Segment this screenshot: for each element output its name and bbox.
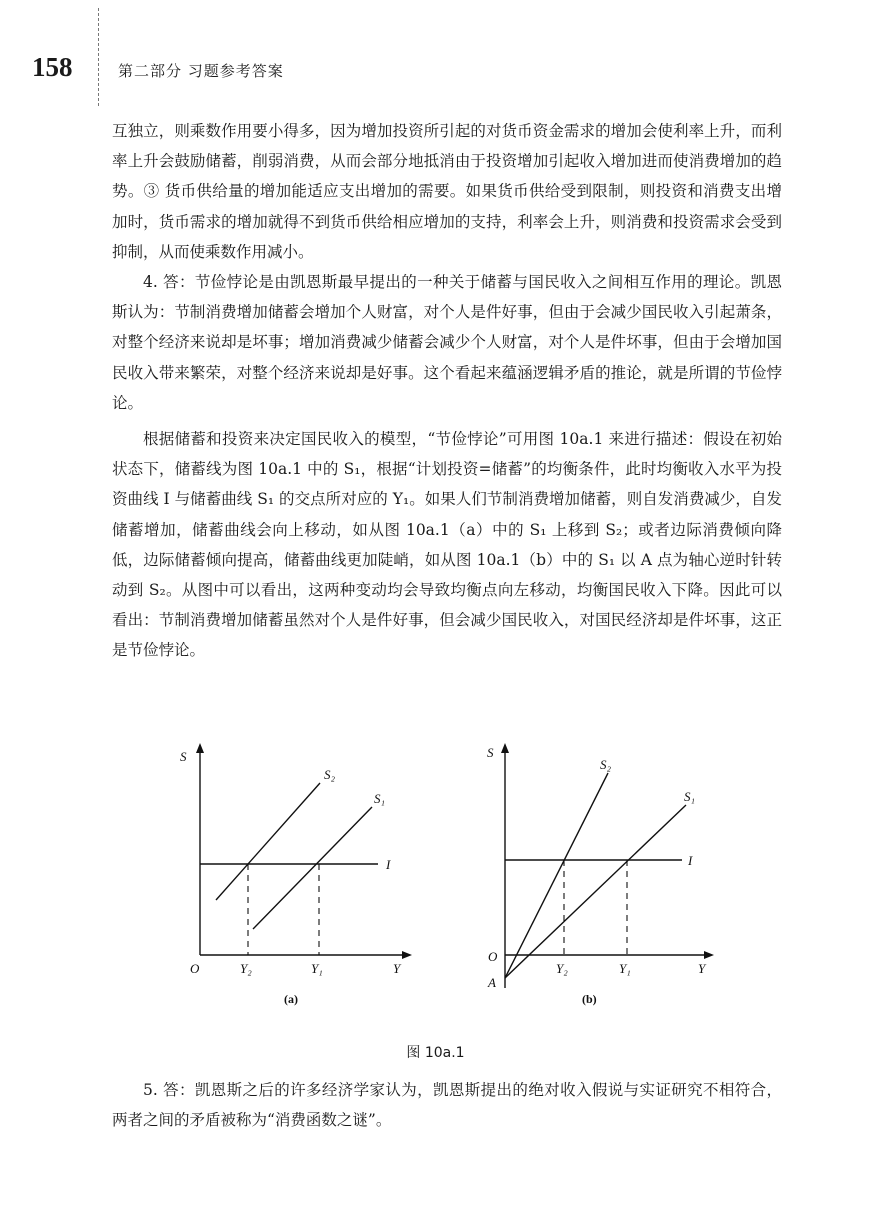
page-header [32,44,832,104]
panel-a-x-arrow-icon [402,951,412,959]
panel-b-y2-label: Y₂ [556,961,568,976]
panel-b-pivot-label: A [488,975,496,990]
panel-b-caption: (b) [582,992,597,1006]
panel-b-x-axis-label: Y [698,961,706,976]
page-number: 158 [32,52,73,82]
paragraph-answer-4: 4. 答：节俭悖论是由凯恩斯最早提出的一种关于储蓄与国民收入之间相互作用的理论。凯恩斯认为：节制消费增加储蓄会增加个人财富，对个人是件好事，但由于会减少国民收入引起萧条，对整个经济来说却是坏事；增加消费减少储蓄会减少个人财富，对个人是件坏事，但由于会增加国民收入带来繁荣，对整个经济来说却是好事。这个看起来蕴涵逻辑矛盾的推论，就是所谓的节俭悖论。 [112,273,782,412]
panel-b-s1-line [505,805,686,978]
header-divider [98,8,99,106]
panel-a-s1-line [253,807,372,929]
panel-b-y1-label: Y₁ [619,961,631,976]
panel-a-y-arrow-icon [196,743,204,753]
panel-a-s2-label: S₂ [324,767,336,782]
panel-b-s2-line [505,773,608,978]
panel-b-y-arrow-icon [501,743,509,753]
figure-caption: 图 10a.1 [406,1045,465,1061]
panel-a-y2-label: Y₂ [240,961,252,976]
main-text [112,116,782,666]
panel-a-s1-label: S₁ [374,791,386,806]
panel-a-y1-label: Y₁ [311,961,323,976]
panel-a-x-axis-label: Y [393,961,401,976]
main-text-continued [112,1075,782,1135]
paragraph-continued: 互独立，则乘数作用要小得多，因为增加投资所引起的对货币资金需求的增加会使利率上升，而利率上升会鼓励储蓄，削弱消费，从而会部分地抵消由于投资增加引起收入增加进而使消费增加的趋势。③ 货币供给量的增加能适应支出增加的需要。如果货币供给受到限制，则投资和消费支出增加时，货币需求的增加就得不到货币供给相应增加的支持，利率会上升，则消费和投资需求会受到抑制，从而使乘数作用减小。 [112,122,782,261]
panel-a-y-axis-label: S [180,749,187,764]
section-title: 第二部分 习题参考答案 [118,62,284,80]
panel-b-origin-label: O [488,949,498,964]
panel-a-i-label: I [386,857,391,872]
panel-b-s1-label: S₁ [684,789,696,804]
panel-b-s2-label: S₂ [600,757,612,772]
figure-10a-1 [150,733,770,1023]
paragraph-answer-5: 5. 答：凯恩斯之后的许多经济学家认为，凯恩斯提出的绝对收入假说与实证研究不相符合，两者之间的矛盾被称为“消费函数之谜”。 [112,1081,782,1130]
figure-svg [150,733,770,1023]
panel-b-i-label: I [688,853,693,868]
panel-a-caption: (a) [284,992,298,1006]
panel-a-s2-line [216,783,320,900]
paragraph-figure-description: 根据储蓄和投资来决定国民收入的模型，“节俭悖论”可用图 10a.1 来进行描述：假设在初始状态下，储蓄线为图 10a.1 中的 S₁，根据“计划投资=储蓄”的均衡条件，此时均衡收入水平为投资曲线 I 与储蓄曲线 S₁ 的交点所对应的 Y₁。如果人们节制消费增加储蓄，则自发消费减少，自发储蓄增加，储蓄曲线会向上移动，如从图 10a.1（a）中的 S₁ 上移到 S₂；或者边际消费倾向降低，边际储蓄倾向提高，储蓄曲线更加陡峭，如从图 10a.1（b）中的 S₁ 以 A 点为轴心逆时针转动到 S₂。从图中可以看出，这两种变动均会导致均衡点向左移动，均衡国民收入下降。因此可以看出：节制消费增加储蓄虽然对个人是件好事，但会减少国民收入，对国民经济却是件坏事，这正是节俭悖论。 [112,430,782,660]
panel-b-x-arrow-icon [704,951,714,959]
panel-a-origin-label: O [190,961,200,976]
panel-b-y-axis-label: S [487,745,494,760]
panel-a [180,743,412,1006]
panel-b [487,743,714,1006]
